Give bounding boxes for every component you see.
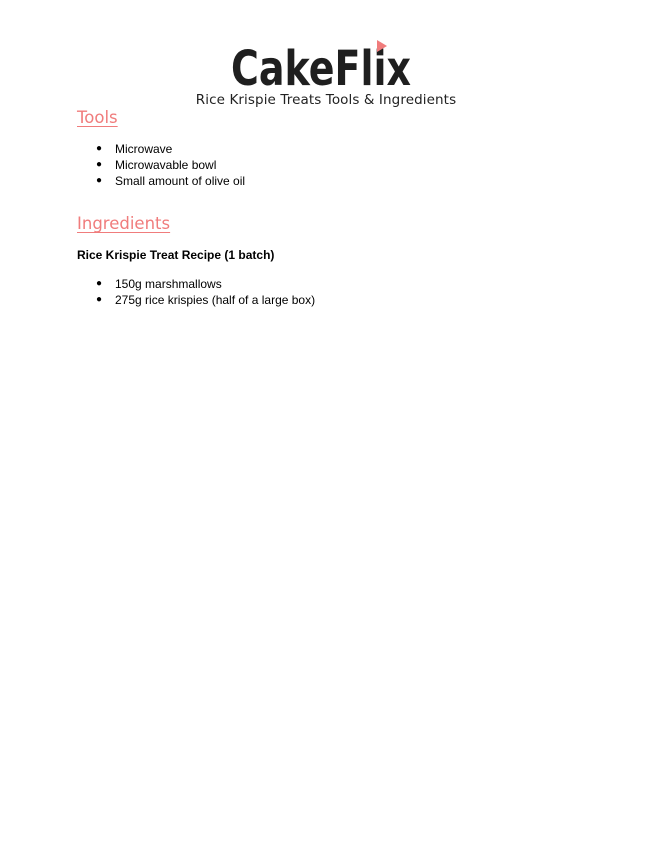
logo-wordmark: CakeFlix xyxy=(231,41,432,97)
list-item: ● Small amount of olive oil xyxy=(96,174,246,188)
cakeflix-logo-graphic xyxy=(231,35,432,97)
cakeflix-logo xyxy=(0,35,652,97)
recipe-title: Rice Krispie Treat Recipe (1 batch) xyxy=(77,248,275,262)
document-subtitle: Rice Krispie Treats Tools & Ingredients xyxy=(195,92,457,108)
bullet-icon: ● xyxy=(96,294,103,305)
list-item: ● Microwave xyxy=(96,142,173,156)
ingredients-list xyxy=(96,276,315,308)
bullet-icon: ● xyxy=(96,159,103,170)
list-item: ● 150g marshmallows xyxy=(96,277,222,291)
list-item: ● Microwavable bowl xyxy=(96,158,217,172)
list-item: ● 275g rice krispies (half of a large box) xyxy=(96,293,316,307)
ingredients-heading: Ingredients xyxy=(77,214,171,233)
tools-list xyxy=(96,141,245,189)
bullet-icon: ● xyxy=(96,143,103,154)
bullet-icon: ● xyxy=(96,278,103,289)
bullet-icon: ● xyxy=(96,175,103,186)
tools-heading: Tools xyxy=(77,108,118,127)
